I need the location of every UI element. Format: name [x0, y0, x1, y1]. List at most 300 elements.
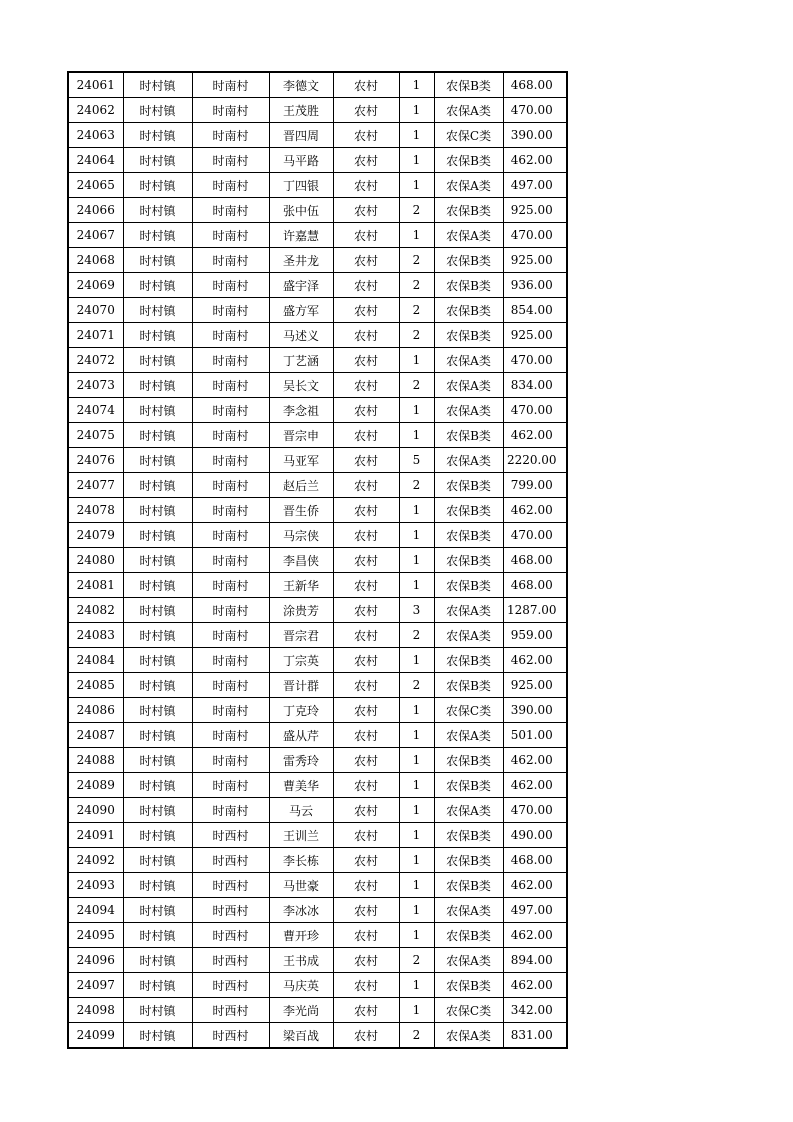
- village-cell: 时西村: [192, 898, 269, 923]
- member-count-cell: 2: [399, 948, 434, 973]
- amount-cell: 470.00: [503, 798, 567, 823]
- member-count-cell: 5: [399, 448, 434, 473]
- name-cell: 李念祖: [269, 398, 333, 423]
- amount-cell: 834.00: [503, 373, 567, 398]
- record-id-cell: 24095: [68, 923, 123, 948]
- category-cell: 农保B类: [434, 148, 503, 173]
- town-cell: 时村镇: [123, 223, 192, 248]
- category-cell: 农保B类: [434, 748, 503, 773]
- record-id-cell: 24061: [68, 72, 123, 98]
- household-type-cell: 农村: [333, 72, 399, 98]
- village-cell: 时南村: [192, 598, 269, 623]
- village-cell: 时南村: [192, 648, 269, 673]
- name-cell: 李光尚: [269, 998, 333, 1023]
- name-cell: 丁克玲: [269, 698, 333, 723]
- household-type-cell: 农村: [333, 498, 399, 523]
- member-count-cell: 1: [399, 548, 434, 573]
- category-cell: 农保A类: [434, 798, 503, 823]
- village-cell: 时南村: [192, 98, 269, 123]
- member-count-cell: 1: [399, 873, 434, 898]
- household-type-cell: 农村: [333, 148, 399, 173]
- village-cell: 时南村: [192, 798, 269, 823]
- record-id-cell: 24077: [68, 473, 123, 498]
- record-id-cell: 24087: [68, 723, 123, 748]
- roster-body: [68, 72, 567, 1048]
- village-cell: 时南村: [192, 673, 269, 698]
- member-count-cell: 1: [399, 823, 434, 848]
- record-id-cell: 24089: [68, 773, 123, 798]
- table-row: [68, 898, 567, 923]
- town-cell: 时村镇: [123, 523, 192, 548]
- table-row: [68, 748, 567, 773]
- record-id-cell: 24085: [68, 673, 123, 698]
- table-row: [68, 298, 567, 323]
- household-type-cell: 农村: [333, 573, 399, 598]
- village-cell: 时南村: [192, 148, 269, 173]
- member-count-cell: 1: [399, 723, 434, 748]
- table-row: [68, 1023, 567, 1049]
- category-cell: 农保C类: [434, 998, 503, 1023]
- town-cell: 时村镇: [123, 598, 192, 623]
- category-cell: 农保B类: [434, 773, 503, 798]
- record-id-cell: 24069: [68, 273, 123, 298]
- town-cell: 时村镇: [123, 873, 192, 898]
- name-cell: 李德文: [269, 72, 333, 98]
- table-row: [68, 673, 567, 698]
- town-cell: 时村镇: [123, 748, 192, 773]
- category-cell: 农保A类: [434, 448, 503, 473]
- table-row: [68, 698, 567, 723]
- subsidy-roster-table: [67, 71, 568, 1049]
- household-type-cell: 农村: [333, 698, 399, 723]
- record-id-cell: 24082: [68, 598, 123, 623]
- table-row: [68, 623, 567, 648]
- table-row: [68, 973, 567, 998]
- town-cell: 时村镇: [123, 573, 192, 598]
- record-id-cell: 24083: [68, 623, 123, 648]
- village-cell: 时南村: [192, 173, 269, 198]
- table-row: [68, 498, 567, 523]
- category-cell: 农保B类: [434, 673, 503, 698]
- amount-cell: 470.00: [503, 223, 567, 248]
- record-id-cell: 24075: [68, 423, 123, 448]
- amount-cell: 501.00: [503, 723, 567, 748]
- member-count-cell: 2: [399, 323, 434, 348]
- record-id-cell: 24081: [68, 573, 123, 598]
- name-cell: 张中伍: [269, 198, 333, 223]
- household-type-cell: 农村: [333, 948, 399, 973]
- name-cell: 王茂胜: [269, 98, 333, 123]
- name-cell: 李昌侠: [269, 548, 333, 573]
- town-cell: 时村镇: [123, 948, 192, 973]
- village-cell: 时西村: [192, 973, 269, 998]
- name-cell: 马云: [269, 798, 333, 823]
- member-count-cell: 2: [399, 248, 434, 273]
- household-type-cell: 农村: [333, 648, 399, 673]
- household-type-cell: 农村: [333, 923, 399, 948]
- member-count-cell: 1: [399, 848, 434, 873]
- table-row: [68, 148, 567, 173]
- town-cell: 时村镇: [123, 173, 192, 198]
- village-cell: 时西村: [192, 848, 269, 873]
- record-id-cell: 24064: [68, 148, 123, 173]
- amount-cell: 1287.00: [503, 598, 567, 623]
- category-cell: 农保A类: [434, 723, 503, 748]
- amount-cell: 462.00: [503, 923, 567, 948]
- household-type-cell: 农村: [333, 423, 399, 448]
- category-cell: 农保A类: [434, 348, 503, 373]
- name-cell: 马庆英: [269, 973, 333, 998]
- town-cell: 时村镇: [123, 623, 192, 648]
- town-cell: 时村镇: [123, 298, 192, 323]
- town-cell: 时村镇: [123, 798, 192, 823]
- member-count-cell: 1: [399, 173, 434, 198]
- category-cell: 农保A类: [434, 1023, 503, 1049]
- household-type-cell: 农村: [333, 398, 399, 423]
- record-id-cell: 24099: [68, 1023, 123, 1049]
- record-id-cell: 24092: [68, 848, 123, 873]
- table-row: [68, 598, 567, 623]
- category-cell: 农保B类: [434, 248, 503, 273]
- category-cell: 农保B类: [434, 298, 503, 323]
- village-cell: 时南村: [192, 473, 269, 498]
- category-cell: 农保A类: [434, 898, 503, 923]
- village-cell: 时南村: [192, 498, 269, 523]
- table-row: [68, 198, 567, 223]
- document-sheet: [67, 71, 568, 1049]
- name-cell: 曹美华: [269, 773, 333, 798]
- name-cell: 盛方军: [269, 298, 333, 323]
- record-id-cell: 24071: [68, 323, 123, 348]
- amount-cell: 470.00: [503, 398, 567, 423]
- record-id-cell: 24096: [68, 948, 123, 973]
- town-cell: 时村镇: [123, 548, 192, 573]
- table-row: [68, 648, 567, 673]
- household-type-cell: 农村: [333, 1023, 399, 1049]
- table-row: [68, 223, 567, 248]
- amount-cell: 925.00: [503, 248, 567, 273]
- table-row: [68, 72, 567, 98]
- record-id-cell: 24072: [68, 348, 123, 373]
- category-cell: 农保A类: [434, 373, 503, 398]
- category-cell: 农保A类: [434, 223, 503, 248]
- town-cell: 时村镇: [123, 323, 192, 348]
- name-cell: 晋计群: [269, 673, 333, 698]
- category-cell: 农保B类: [434, 423, 503, 448]
- village-cell: 时南村: [192, 298, 269, 323]
- amount-cell: 470.00: [503, 98, 567, 123]
- table-row: [68, 998, 567, 1023]
- household-type-cell: 农村: [333, 273, 399, 298]
- household-type-cell: 农村: [333, 898, 399, 923]
- category-cell: 农保A类: [434, 98, 503, 123]
- record-id-cell: 24073: [68, 373, 123, 398]
- name-cell: 晋宗君: [269, 623, 333, 648]
- table-row: [68, 573, 567, 598]
- name-cell: 丁艺涵: [269, 348, 333, 373]
- record-id-cell: 24067: [68, 223, 123, 248]
- member-count-cell: 1: [399, 72, 434, 98]
- amount-cell: 462.00: [503, 148, 567, 173]
- amount-cell: 462.00: [503, 748, 567, 773]
- table-row: [68, 123, 567, 148]
- household-type-cell: 农村: [333, 673, 399, 698]
- amount-cell: 462.00: [503, 648, 567, 673]
- table-row: [68, 798, 567, 823]
- table-row: [68, 348, 567, 373]
- household-type-cell: 农村: [333, 848, 399, 873]
- household-type-cell: 农村: [333, 198, 399, 223]
- village-cell: 时南村: [192, 72, 269, 98]
- name-cell: 盛从芹: [269, 723, 333, 748]
- amount-cell: 342.00: [503, 998, 567, 1023]
- name-cell: 王新华: [269, 573, 333, 598]
- town-cell: 时村镇: [123, 123, 192, 148]
- amount-cell: 497.00: [503, 173, 567, 198]
- amount-cell: 468.00: [503, 573, 567, 598]
- record-id-cell: 24068: [68, 248, 123, 273]
- category-cell: 农保A类: [434, 398, 503, 423]
- category-cell: 农保B类: [434, 848, 503, 873]
- category-cell: 农保A类: [434, 623, 503, 648]
- amount-cell: 894.00: [503, 948, 567, 973]
- town-cell: 时村镇: [123, 473, 192, 498]
- category-cell: 农保A类: [434, 173, 503, 198]
- amount-cell: 462.00: [503, 873, 567, 898]
- amount-cell: 490.00: [503, 823, 567, 848]
- table-row: [68, 848, 567, 873]
- category-cell: 农保B类: [434, 923, 503, 948]
- record-id-cell: 24076: [68, 448, 123, 473]
- record-id-cell: 24074: [68, 398, 123, 423]
- village-cell: 时南村: [192, 523, 269, 548]
- table-row: [68, 873, 567, 898]
- table-row: [68, 923, 567, 948]
- town-cell: 时村镇: [123, 198, 192, 223]
- table-row: [68, 323, 567, 348]
- table-row: [68, 273, 567, 298]
- amount-cell: 959.00: [503, 623, 567, 648]
- amount-cell: 799.00: [503, 473, 567, 498]
- village-cell: 时南村: [192, 273, 269, 298]
- member-count-cell: 1: [399, 773, 434, 798]
- household-type-cell: 农村: [333, 823, 399, 848]
- amount-cell: 925.00: [503, 198, 567, 223]
- town-cell: 时村镇: [123, 773, 192, 798]
- member-count-cell: 2: [399, 473, 434, 498]
- member-count-cell: 1: [399, 923, 434, 948]
- record-id-cell: 24098: [68, 998, 123, 1023]
- record-id-cell: 24090: [68, 798, 123, 823]
- table-row: [68, 723, 567, 748]
- table-row: [68, 948, 567, 973]
- village-cell: 时西村: [192, 923, 269, 948]
- town-cell: 时村镇: [123, 823, 192, 848]
- village-cell: 时南村: [192, 748, 269, 773]
- town-cell: 时村镇: [123, 273, 192, 298]
- record-id-cell: 24066: [68, 198, 123, 223]
- name-cell: 丁四银: [269, 173, 333, 198]
- village-cell: 时南村: [192, 548, 269, 573]
- record-id-cell: 24094: [68, 898, 123, 923]
- village-cell: 时南村: [192, 423, 269, 448]
- category-cell: 农保B类: [434, 273, 503, 298]
- member-count-cell: 1: [399, 223, 434, 248]
- village-cell: 时南村: [192, 723, 269, 748]
- table-row: [68, 548, 567, 573]
- town-cell: 时村镇: [123, 723, 192, 748]
- village-cell: 时南村: [192, 448, 269, 473]
- village-cell: 时南村: [192, 123, 269, 148]
- name-cell: 晋生侨: [269, 498, 333, 523]
- member-count-cell: 1: [399, 698, 434, 723]
- name-cell: 晋宗申: [269, 423, 333, 448]
- village-cell: 时南村: [192, 223, 269, 248]
- member-count-cell: 1: [399, 898, 434, 923]
- category-cell: 农保A类: [434, 948, 503, 973]
- name-cell: 马述义: [269, 323, 333, 348]
- village-cell: 时南村: [192, 323, 269, 348]
- village-cell: 时西村: [192, 1023, 269, 1049]
- table-row: [68, 373, 567, 398]
- name-cell: 涂贵芳: [269, 598, 333, 623]
- member-count-cell: 2: [399, 373, 434, 398]
- village-cell: 时南村: [192, 623, 269, 648]
- record-id-cell: 24091: [68, 823, 123, 848]
- amount-cell: 936.00: [503, 273, 567, 298]
- amount-cell: 462.00: [503, 973, 567, 998]
- category-cell: 农保B类: [434, 873, 503, 898]
- village-cell: 时西村: [192, 873, 269, 898]
- household-type-cell: 农村: [333, 873, 399, 898]
- record-id-cell: 24063: [68, 123, 123, 148]
- town-cell: 时村镇: [123, 398, 192, 423]
- record-id-cell: 24078: [68, 498, 123, 523]
- member-count-cell: 2: [399, 673, 434, 698]
- household-type-cell: 农村: [333, 598, 399, 623]
- town-cell: 时村镇: [123, 648, 192, 673]
- name-cell: 晋四周: [269, 123, 333, 148]
- amount-cell: 462.00: [503, 773, 567, 798]
- household-type-cell: 农村: [333, 123, 399, 148]
- member-count-cell: 1: [399, 348, 434, 373]
- table-row: [68, 448, 567, 473]
- household-type-cell: 农村: [333, 998, 399, 1023]
- member-count-cell: 1: [399, 498, 434, 523]
- name-cell: 王训兰: [269, 823, 333, 848]
- category-cell: 农保B类: [434, 72, 503, 98]
- household-type-cell: 农村: [333, 448, 399, 473]
- member-count-cell: 2: [399, 1023, 434, 1049]
- household-type-cell: 农村: [333, 798, 399, 823]
- household-type-cell: 农村: [333, 323, 399, 348]
- member-count-cell: 2: [399, 623, 434, 648]
- amount-cell: 468.00: [503, 548, 567, 573]
- village-cell: 时南村: [192, 198, 269, 223]
- town-cell: 时村镇: [123, 72, 192, 98]
- town-cell: 时村镇: [123, 373, 192, 398]
- member-count-cell: 1: [399, 523, 434, 548]
- name-cell: 马亚军: [269, 448, 333, 473]
- table-row: [68, 423, 567, 448]
- town-cell: 时村镇: [123, 148, 192, 173]
- household-type-cell: 农村: [333, 248, 399, 273]
- member-count-cell: 1: [399, 998, 434, 1023]
- category-cell: 农保B类: [434, 473, 503, 498]
- village-cell: 时南村: [192, 348, 269, 373]
- name-cell: 丁宗英: [269, 648, 333, 673]
- name-cell: 李冰冰: [269, 898, 333, 923]
- name-cell: 吴长文: [269, 373, 333, 398]
- amount-cell: 925.00: [503, 323, 567, 348]
- town-cell: 时村镇: [123, 923, 192, 948]
- household-type-cell: 农村: [333, 723, 399, 748]
- name-cell: 李长栋: [269, 848, 333, 873]
- amount-cell: 468.00: [503, 72, 567, 98]
- household-type-cell: 农村: [333, 523, 399, 548]
- village-cell: 时南村: [192, 573, 269, 598]
- town-cell: 时村镇: [123, 973, 192, 998]
- member-count-cell: 1: [399, 648, 434, 673]
- record-id-cell: 24070: [68, 298, 123, 323]
- table-row: [68, 823, 567, 848]
- category-cell: 农保B类: [434, 973, 503, 998]
- household-type-cell: 农村: [333, 773, 399, 798]
- category-cell: 农保B类: [434, 823, 503, 848]
- record-id-cell: 24093: [68, 873, 123, 898]
- category-cell: 农保C类: [434, 698, 503, 723]
- record-id-cell: 24086: [68, 698, 123, 723]
- name-cell: 盛宇泽: [269, 273, 333, 298]
- member-count-cell: 2: [399, 198, 434, 223]
- name-cell: 马世豪: [269, 873, 333, 898]
- household-type-cell: 农村: [333, 973, 399, 998]
- town-cell: 时村镇: [123, 1023, 192, 1049]
- town-cell: 时村镇: [123, 498, 192, 523]
- category-cell: 农保B类: [434, 523, 503, 548]
- name-cell: 梁百战: [269, 1023, 333, 1049]
- name-cell: 曹开珍: [269, 923, 333, 948]
- category-cell: 农保B类: [434, 198, 503, 223]
- amount-cell: 468.00: [503, 848, 567, 873]
- household-type-cell: 农村: [333, 348, 399, 373]
- member-count-cell: 1: [399, 398, 434, 423]
- category-cell: 农保B类: [434, 548, 503, 573]
- town-cell: 时村镇: [123, 848, 192, 873]
- amount-cell: 831.00: [503, 1023, 567, 1049]
- village-cell: 时南村: [192, 698, 269, 723]
- town-cell: 时村镇: [123, 998, 192, 1023]
- amount-cell: 854.00: [503, 298, 567, 323]
- member-count-cell: 3: [399, 598, 434, 623]
- amount-cell: 925.00: [503, 673, 567, 698]
- name-cell: 圣井龙: [269, 248, 333, 273]
- category-cell: 农保B类: [434, 573, 503, 598]
- town-cell: 时村镇: [123, 898, 192, 923]
- village-cell: 时南村: [192, 248, 269, 273]
- town-cell: 时村镇: [123, 248, 192, 273]
- name-cell: 赵后兰: [269, 473, 333, 498]
- category-cell: 农保B类: [434, 648, 503, 673]
- village-cell: 时西村: [192, 998, 269, 1023]
- household-type-cell: 农村: [333, 748, 399, 773]
- table-row: [68, 473, 567, 498]
- amount-cell: 462.00: [503, 498, 567, 523]
- household-type-cell: 农村: [333, 548, 399, 573]
- amount-cell: 462.00: [503, 423, 567, 448]
- household-type-cell: 农村: [333, 298, 399, 323]
- town-cell: 时村镇: [123, 423, 192, 448]
